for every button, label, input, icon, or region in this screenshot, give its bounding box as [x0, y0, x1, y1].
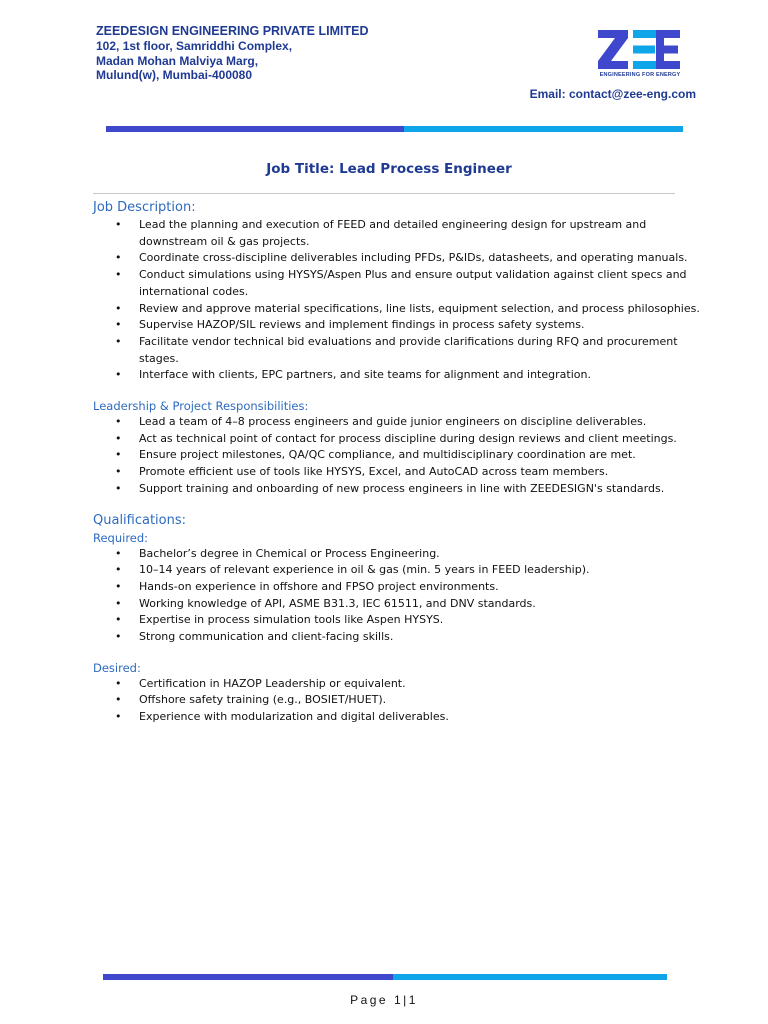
list-item: • Experience with modularization and digital deliverables.	[93, 709, 713, 726]
list-item: • Supervise HAZOP/SIL reviews and implement findings in process safety systems.	[93, 317, 713, 334]
required-heading: Required:	[93, 530, 149, 545]
list-item: • Review and approve material specifications, line lists, equipment selection, and process philosophies.	[93, 301, 713, 318]
address-line-3: Mulund(w), Mumbai-400080	[96, 68, 253, 82]
list-item: • 10–14 years of relevant experience in oil & gas (min. 5 years in FEED leadership).	[93, 562, 713, 579]
address-line-2: Madan Mohan Malviya Marg,	[96, 53, 259, 68]
title-divider	[93, 193, 675, 194]
list-item: • Conduct simulations using HYSYS/Aspen Plus and ensure output validation against client specs and international codes.	[93, 267, 713, 300]
list-item: • Support training and onboarding of new process engineers in line with ZEEDESIGN's standards.	[93, 481, 713, 498]
list-item: • Lead the planning and execution of FEED and detailed engineering design for upstream and downstream oil & gas projects.	[93, 217, 713, 250]
zee-logo-icon	[594, 28, 686, 72]
list-item: • Promote efficient use of tools like HYSYS, Excel, and AutoCAD across team members.	[93, 464, 713, 481]
list-item: • Facilitate vendor technical bid evaluations and provide clarifications during RFQ and procurement stages.	[93, 334, 713, 367]
page-number: Page 1|1	[350, 993, 418, 1007]
list-item: • Coordinate cross-discipline deliverables including PFDs, P&IDs, datasheets, and operating manuals.	[93, 250, 713, 267]
list-item: • Working knowledge of API, ASME B31.3, IEC 61511, and DNV standards.	[93, 596, 713, 613]
contact-email[interactable]: Email: contact@zee-eng.com	[529, 87, 696, 101]
list-item: • Certification in HAZOP Leadership or equivalent.	[93, 676, 713, 693]
job-description-list	[93, 217, 713, 384]
desired-heading: Desired:	[93, 660, 141, 675]
company-logo	[594, 28, 694, 80]
company-name: ZEEDESIGN ENGINEERING PRIVATE LIMITED	[96, 24, 369, 38]
company-header	[96, 24, 368, 83]
document-body	[93, 199, 713, 726]
job-title: Job Title: Lead Process Engineer	[266, 161, 512, 177]
desired-list	[93, 676, 713, 726]
list-item: • Hands-on experience in offshore and FPSO project environments.	[93, 579, 713, 596]
list-item: • Offshore safety training (e.g., BOSIET/HUET).	[93, 692, 713, 709]
logo-tagline: ENGINEERING FOR ENERGY	[599, 72, 681, 78]
header-divider-bar	[106, 126, 683, 132]
list-item: • Strong communication and client-facing skills.	[93, 629, 713, 646]
list-item: • Ensure project milestones, QA/QC compliance, and multidisciplinary coordination are met.	[93, 447, 713, 464]
list-item: • Lead a team of 4–8 process engineers and guide junior engineers on discipline deliverables.	[93, 414, 713, 431]
footer-divider-bar	[103, 974, 667, 980]
list-item: • Act as technical point of contact for process discipline during design reviews and client meetings.	[93, 431, 713, 448]
logo-text: ZEE	[594, 28, 596, 29]
leadership-list	[93, 414, 713, 498]
address-line-1: 102, 1st floor, Samriddhi Complex,	[96, 39, 293, 53]
qualifications-heading: Qualifications:	[93, 512, 187, 528]
list-item: • Bachelor’s degree in Chemical or Process Engineering.	[93, 546, 713, 563]
leadership-heading: Leadership & Project Responsibilities:	[93, 399, 309, 414]
job-description-heading: Job Description:	[93, 200, 196, 215]
list-item: • Expertise in process simulation tools like Aspen HYSYS.	[93, 612, 713, 629]
list-item: • Interface with clients, EPC partners, and site teams for alignment and integration.	[93, 367, 713, 384]
required-list	[93, 546, 713, 646]
